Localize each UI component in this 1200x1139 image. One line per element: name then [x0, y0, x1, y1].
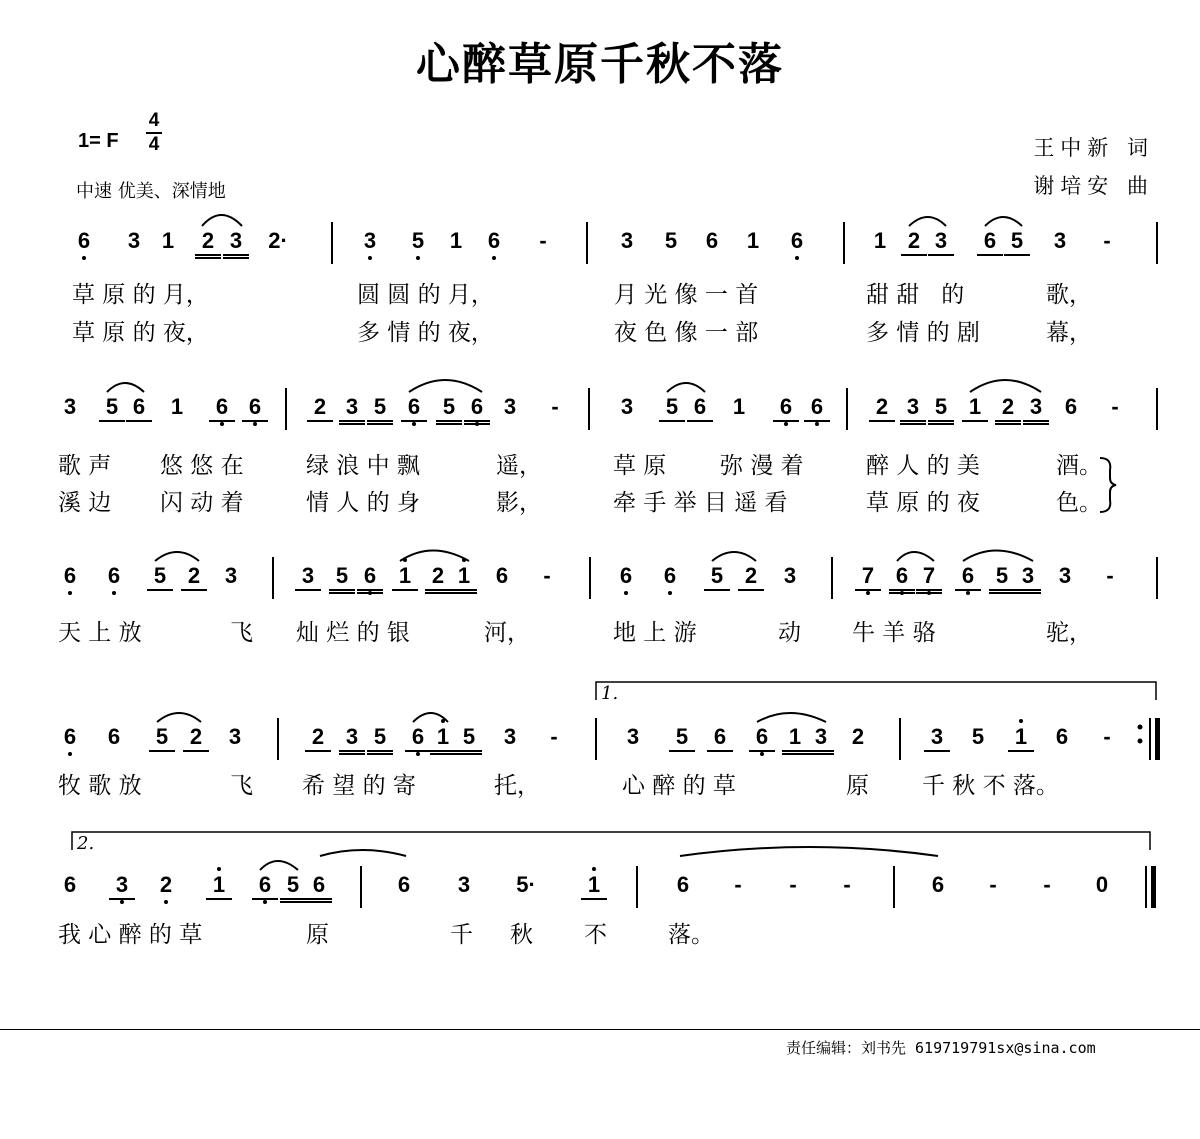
note: 2: [195, 228, 221, 259]
footer-divider: [0, 1029, 1200, 1030]
note: 5: [1004, 228, 1030, 256]
notation-line-3: [0, 557, 1200, 597]
lyric: 灿 烂 的 银: [296, 620, 410, 646]
note: 5: [704, 563, 730, 591]
note: 5: [367, 724, 393, 755]
note: 6: [252, 872, 278, 900]
lyric: 醉 人 的 美: [866, 453, 980, 479]
lyric: 甜 甜 的: [866, 282, 965, 308]
note: 6: [784, 228, 810, 254]
barline: [899, 718, 901, 760]
note: 1: [1008, 724, 1034, 752]
lyric: 飞: [230, 620, 253, 646]
note: 6: [126, 394, 152, 422]
note: 2: [425, 563, 451, 594]
note: 6: [676, 872, 690, 897]
dash: -: [1111, 394, 1119, 419]
note: 6: [101, 563, 127, 589]
dash: -: [1103, 724, 1111, 749]
lyric: 千: [450, 922, 473, 948]
barline: [331, 222, 333, 264]
note: 6: [613, 563, 639, 589]
note: 5: [329, 563, 355, 594]
note: 3: [620, 228, 634, 253]
note: 3: [1023, 394, 1049, 425]
note: 6: [955, 563, 981, 591]
note: 5: [99, 394, 125, 422]
note: 3: [620, 394, 634, 419]
note: 3: [63, 394, 77, 419]
notation-line-1: [0, 222, 1200, 262]
tie: [680, 847, 938, 856]
lyric: 不: [584, 922, 607, 948]
note: 2: [851, 724, 865, 749]
lyric: 闪 动 着: [160, 490, 244, 516]
dash: -: [734, 872, 742, 897]
note: 6: [773, 394, 799, 422]
lyric: 溪 边: [58, 490, 112, 516]
note: 6: [749, 724, 775, 752]
note: 1: [161, 228, 175, 253]
lyric: 驼，: [1046, 620, 1092, 646]
note: 2: [305, 724, 331, 752]
final-barline-thick: [1151, 866, 1156, 908]
note: 5: [149, 724, 175, 752]
time-signature-bottom: 4: [148, 134, 160, 155]
note: 3: [1015, 563, 1041, 594]
note: 2: [995, 394, 1021, 425]
note: 3: [503, 724, 517, 749]
note: 7: [855, 563, 881, 591]
note: 2: [869, 394, 895, 422]
barline: [843, 222, 845, 264]
lyric: 草 原 的 月，: [72, 282, 209, 308]
lyric: 牧 歌 放: [58, 773, 142, 799]
barline: [1156, 222, 1158, 264]
barline: [831, 557, 833, 599]
note: 3: [295, 563, 321, 591]
note: 6: [306, 872, 332, 903]
note: 5: [971, 724, 985, 749]
note: 6: [495, 563, 509, 588]
lyric: 歌，: [1046, 282, 1092, 308]
lyric: 草 原 的 夜，: [72, 320, 209, 346]
note: 6: [977, 228, 1003, 256]
lyric: 我 心 醉 的 草: [58, 922, 203, 948]
note: 3: [783, 563, 797, 588]
barline: [636, 866, 638, 908]
note: 6: [107, 724, 121, 749]
note: 6: [705, 228, 719, 253]
composer-credit: 谢培安 曲: [1033, 174, 1154, 198]
note: 5: [669, 724, 695, 752]
tempo-marking: 中速 优美、深情地: [76, 181, 226, 202]
note: 3: [924, 724, 950, 752]
lyric: 歌 声: [58, 453, 112, 479]
note: 3: [339, 724, 365, 755]
lyric: 希 望 的 寄: [302, 773, 416, 799]
note: 5: [280, 872, 306, 903]
note: 3: [928, 228, 954, 256]
note: 5: [928, 394, 954, 425]
lyric: 飞: [230, 773, 253, 799]
note: 5: [456, 724, 482, 755]
note: 2: [738, 563, 764, 591]
lyric: 色。: [1056, 490, 1102, 516]
lyric: 心 醉 的 草: [622, 773, 736, 799]
note: 2: [901, 228, 927, 256]
second-ending-label: 2.: [77, 833, 95, 854]
lyric: 地 上 游: [613, 620, 697, 646]
note: 6: [242, 394, 268, 422]
lyric: 草 原 的 夜: [866, 490, 980, 516]
note: 6: [1064, 394, 1078, 419]
note: 6: [804, 394, 830, 422]
dash: -: [1106, 563, 1114, 588]
note: 1: [392, 563, 418, 591]
note: 1: [873, 228, 887, 253]
note: 6: [209, 394, 235, 422]
verse-brace: [1100, 458, 1116, 512]
barline: [588, 388, 590, 430]
note: 3: [1058, 563, 1072, 588]
note: 6: [71, 228, 97, 254]
note: 3: [228, 724, 242, 749]
note: 1: [732, 394, 746, 419]
lyric: 圆 圆 的 月，: [357, 282, 494, 308]
note: 1: [782, 724, 808, 755]
lyricist-credit: 王中新 词: [1033, 136, 1154, 160]
note: 1: [430, 724, 456, 755]
lyric: 悠 悠 在: [160, 453, 244, 479]
dash: -: [989, 872, 997, 897]
dash: -: [550, 724, 558, 749]
note: 3: [808, 724, 834, 755]
lyric: 牵 手 举 目 遥 看: [613, 490, 788, 516]
note: 3: [1053, 228, 1067, 253]
repeat-barline-thick: [1155, 718, 1160, 760]
barline: [360, 866, 362, 908]
lyric: 天 上 放: [58, 620, 142, 646]
lyric: 月 光 像 一 首: [614, 282, 759, 308]
note: 1: [170, 394, 184, 419]
lyric: 多 情 的 剧: [866, 320, 980, 346]
notation-line-2: [0, 388, 1200, 428]
note: 6: [357, 563, 383, 594]
note: 6: [707, 724, 733, 752]
note: 5: [367, 394, 393, 425]
first-ending-bracket: [596, 682, 1156, 700]
note: 3: [626, 724, 640, 749]
notation-line-5: [0, 866, 1200, 906]
lyric: 遥，: [496, 453, 542, 479]
barline: [589, 557, 591, 599]
lyric: 动: [778, 620, 801, 646]
note: 5·: [516, 872, 536, 897]
note: 5: [664, 228, 678, 253]
lyric: 原: [846, 773, 869, 799]
song-title: 心醉草原千秋不落: [416, 39, 784, 90]
note: 3: [900, 394, 926, 425]
note: 1: [581, 872, 607, 900]
note: 3: [357, 228, 383, 254]
note: 3: [457, 872, 471, 897]
lyric: 幕，: [1046, 320, 1092, 346]
lyric: 千 秋 不 落。: [922, 773, 1059, 799]
barline: [277, 718, 279, 760]
dash: -: [539, 228, 547, 253]
lyric: 原: [306, 922, 329, 948]
note: 1: [451, 563, 477, 594]
footer-credit: 责任编辑：刘书先 619719791sx@sina.com: [786, 1039, 1096, 1057]
note: 1: [449, 228, 463, 253]
lyric: 影，: [496, 490, 542, 516]
lyric: 秋: [510, 922, 533, 948]
note: 5: [405, 228, 431, 254]
note: 2·: [268, 228, 288, 253]
tie: [320, 850, 406, 856]
note: 5: [659, 394, 685, 422]
note: 6: [405, 724, 431, 752]
note: 1: [206, 872, 232, 900]
note: 1: [746, 228, 760, 253]
note: 2: [307, 394, 333, 422]
note: 6: [931, 872, 945, 897]
note: 0: [1095, 872, 1109, 897]
dash: -: [1043, 872, 1051, 897]
note: 6: [687, 394, 713, 422]
lyric: 托，: [494, 773, 540, 799]
barline: [893, 866, 895, 908]
lyric: 落。: [668, 922, 714, 948]
barline: [272, 557, 274, 599]
note: 6: [57, 563, 83, 589]
lyric: 牛 羊 骆: [852, 620, 936, 646]
barline: [595, 718, 597, 760]
note: 3: [109, 872, 135, 900]
note: 5: [147, 563, 173, 591]
repeat-barline: [1149, 718, 1151, 760]
note: 6: [481, 228, 507, 254]
note: 3: [224, 563, 238, 588]
lyric: 草 原: [613, 453, 667, 479]
note: 5: [436, 394, 462, 425]
note: 6: [397, 872, 411, 897]
dash: -: [1103, 228, 1111, 253]
note: 5: [989, 563, 1015, 594]
lyric: 夜 色 像 一 部: [614, 320, 759, 346]
note: 6: [464, 394, 490, 425]
lyric: 弥 漫 着: [720, 453, 804, 479]
note: 6: [657, 563, 683, 589]
note: 3: [223, 228, 249, 259]
note: 2: [153, 872, 179, 898]
barline: [1156, 388, 1158, 430]
dash: -: [543, 563, 551, 588]
barline: [586, 222, 588, 264]
second-ending-bracket: [72, 832, 1150, 850]
barline: [285, 388, 287, 430]
lyric: 河，: [484, 620, 530, 646]
note: 7: [916, 563, 942, 594]
final-barline: [1145, 866, 1147, 908]
note: 2: [183, 724, 209, 752]
lyric: 情 人 的 身: [306, 490, 420, 516]
dash: -: [789, 872, 797, 897]
time-signature-top: 4: [148, 110, 160, 131]
note: 6: [57, 724, 83, 750]
dash: -: [843, 872, 851, 897]
note: 6: [889, 563, 915, 594]
note: 6: [401, 394, 427, 422]
lyric: 酒。: [1056, 453, 1102, 479]
notation-line-4: [0, 718, 1200, 758]
note: 1: [962, 394, 988, 422]
barline: [1156, 557, 1158, 599]
note: 6: [1055, 724, 1069, 749]
note: 2: [181, 563, 207, 591]
lyric: 绿 浪 中 飘: [306, 453, 420, 479]
note: 3: [503, 394, 517, 419]
time-signature: [146, 110, 162, 156]
dash: -: [551, 394, 559, 419]
note: 3: [339, 394, 365, 425]
first-ending-label: 1.: [601, 683, 619, 704]
barline: [846, 388, 848, 430]
lyric: 多 情 的 夜，: [357, 320, 494, 346]
key-signature: 1= F: [78, 130, 119, 152]
note: 6: [63, 872, 77, 897]
note: 3: [127, 228, 141, 253]
